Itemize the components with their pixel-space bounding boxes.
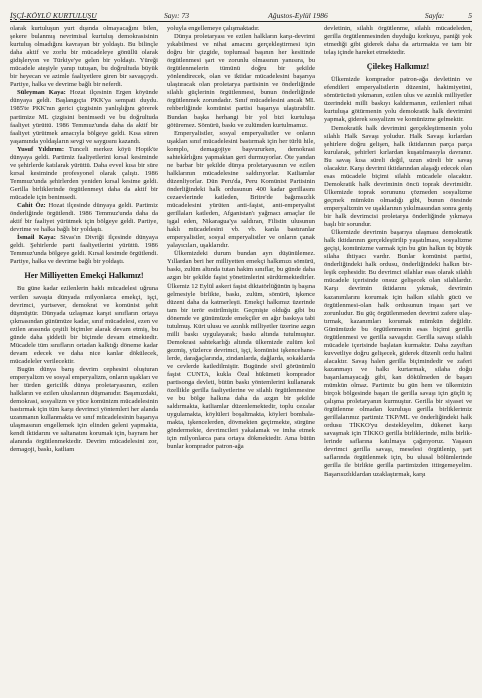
paragraph-text: Sivas'ın Divriği ilçesinde dünyaya geldi. Şehirlerde parti faaliyetlerini yürüttü. 1986 Temmuz'unda bölgeye geldi. Kırsal kesimde örgütlendi. Partiye, halka ve devrime bağlı bir yoldaştı.	[10, 234, 158, 266]
paragraph: Ülkemizde komprador patron-ağa devletinin ve efendileri emperyalistlerin düzenini, hakimiyetini, sömürücüsü yıkmanın, ezilen ulus ve azınlık milliyetler üzerindeki milli baskıyı kaldırmanın, ezilenleri nihai kurtuluşa götürmenin yolu demokratik halk devrimini yapmak, giderek sosyalizm ve komünizme gelmektir.	[324, 76, 472, 124]
issue-number: Sayı: 73	[164, 11, 190, 20]
section-heading: Her Milliyetten Emekçi Halkımız!	[24, 271, 144, 281]
paragraph: yoluyla engellemeye çalışmaktadır.	[167, 25, 260, 32]
page-header	[10, 6, 472, 20]
article-columns	[10, 25, 472, 697]
column-3	[324, 25, 472, 697]
paragraph: Dünya proletaryası ve ezilen halkların karşı-devrimi yıkabilmesi ve nihai amacını gerçekleştirmesi için doğru bir çizgide, toplumsal başının her kesitinde örgütlenmesi şart ve zorunlu olmasının yanısıra, bu örgütlenmelerin tümünü doğru bir şekilde yönlendirecek, olan ve iktidar mücadelesini başarıya ulaştıracak olan proletarya partisinin ve önderliğinde silahlı güçlerinin örgütlenmesi, bunun önderliğinde örgütlenmek zorundadır. Sınıf mücadelesini ancak ML rehberliğinde komünist partisi başarıya ulaştırabilir. Bundan başka herhangi bir yol bizi kurtuluşa götüremez. Sömürü, baskı ve zulümden kurtulmamız.	[167, 33, 315, 129]
paragraph: devletinin, silahlı örgütlenme, silahlı mücadeleden, gerilla örgütlenmesinden duyduğu korkuyu, paniği yok etmediği gibi giderek daha da artırmakta ve tam bir telaş içinde hareket etmektedir.	[324, 25, 472, 57]
paragraph-text: Hozat ilçesinde dünyaya geldi. Partimiz önderliğinde örgütlendi. 1986 Temmuz'unda daha da aktif bir faaliyet yürütmek için bölgeye geldi. Partiye, devrime ve halka bağlı bir yoldaştı.	[10, 202, 158, 234]
person-name: İsmail Kaya:	[17, 234, 56, 242]
issue-date: Ağustos-Eylül 1986	[268, 11, 328, 20]
page-label: Sayfa:	[424, 11, 445, 20]
person-name: Süleyman Kaya:	[17, 89, 66, 97]
paragraph-text: Tunceli merkez köyü Hopik'te dünyaya geldi. Partimiz faaliyetlerini kırsal kesiminde ve şehirlerde katılarak yürüttü. Daha evvel kısa bir süre kırsal kesiminde profesyonel olarak çalıştı. 1986 Temmuz'unda şehirlerden yeniden kırsal kesime geldi. Gerilla birliklerinde örgütlenmeyi daha da aktif bir mücadele için benimsedi.	[10, 145, 158, 201]
person-name: Yusuf Yıldırım:	[17, 145, 65, 153]
paragraph	[10, 234, 158, 266]
paragraph	[10, 202, 158, 234]
paragraph: Demokratik halk devrimini gerçekleştirmenin yolu silahlı Halk Savaşı yoludur. Halk Savaşı kırlardan şehirlere doğru gelişen, halk iktidarının parça parça kurularak, şehirleri kırlardan kuşatılmasıyla davranır. Bu savaş kısa süreli değil, uzun süreli bir savaş olacaktır. Karşı devrimi iktidarından alaşağı edecek olan esas mücadele biçimi silahlı mücadele olacaktır. Demokratik halk devriminin öncü toprak devrimidir. Ülkemizde toprak sorununu çözmeden sosyalizme geçmek mümkün olmadığı gibi, bunun ötesinde emperyalizmin ve uşaklarının yıkılmasından sonra geniş bir halk devrimcisi proletarya önderliğinde yıkmaya başlı bir sorundur.	[324, 124, 472, 229]
paragraph: Ülkemizde devrimin başarıya ulaşması demokratik halk iktidarının gerçekleştirilip yaşatılması, sosyalizme geçişi, komünizme varmak için bu gün halkın üç büyük silaha ihtiyacı vardır. Bunlar komünist partisi, önderliğindeki halk ordusu, önderliğindeki halkın birleşik cephesidir. Bu devrimci silahlar esas olarak silahlı mücadele içerisinde onsuz gelişecek olan silahlardır. Karşı devrimin iktidarını yıkmak, devrimin kazanımlarını korumak için halkın silahlı gücü ve örgütlenmesi-olan halk ordusunun inşası şart ve zorunludur. Bu güç örgütlenmeden devrimi zafere ulaştırmak, kazanımları korumak mümkün değildir. Günümüzde bu örgütlenmenin esas biçimi gerilla örgütlenmesi ve gerilla savaşıdır. Gerilla savaşı silahlı mücadele içerisinde başlatan kurmaktır. Daha zayıftan kuvvetliye doğru gelişecek, giderek düzenli ordu halini alacaktır. Savaş halen gerilla biçimindedir ve zaferi kazanmayı ve halkı kurtarmak, silaha doğu başarılamayacağı gibi, kan dökülmeden de başarı mümkün olmaz. Partimiz bu gün hem ve ülkemizin birçok bölgesinde başarı ile gerilla savaşı için güçlü iç çalışma proletaryanın kurmuştur. Gerilla bir siyaset ve örgütlenme olmadan kuruluşu gerilla birliklerimiz gerillalarımız partimiz TKP/ML ve önderliğindeki halk ordusu TİKKO'yu destekleyelim, dükenet karşı savaşmak için TİKKO gerilla birliklerinde, milis birliklerinde saflarına katılmaya çağırıyoruz. Yaşasın devrimci gerilla savaşı, meselesi örgütlenip, şart saflarında örgütlenmek için, bu ulusal bölümlerinde gerilla ile birlikte gerilla partimizden ittirgemeyelim. Başarısızlıklardan uzaklaştırmak, karşı	[324, 229, 472, 478]
paragraph	[10, 146, 158, 202]
paragraph: Ülkemizdeki durum bundan ayrı düşünülemez. Yıllardan beri her milliyetten emekçi halkımızı sömürü, baskı, zulüm altında tutan hakim sınıflar, bu günde daha azgın bir şekilde faşist yönetimlerini sürdürmektedirler. Ülkemiz 12 Eylül askeri faşist diktatörlüğünün iş başına gelmesiyle birlikte, baskı, zulüm, sömürü, işkence düzeni daha da katmerleşti. Emekçi halkımız üzerinde tam bir terör estirilmiştir. Geçmişte olduğu gibi bu dönemde ve günümüzde emekçiler en ağır baskıya tabi tutulmuş. Kürt ulusu ve azınlık milliyetler üzerine azgın milli baskı uygulayarak; baskı altında tutulmuştur. Demokrasi sahtekarlığı altında ülkemizde zulüm kol gezmiş, yüzlerce devrimci, işçi, komünist işkencehanelerde, darağaçlarında, zindanlarda, dağlarda, sokaklarda ve cevlerde katledilmiştir. Bugünde sivil görünümlü faşist CUNTA, kukla Özal hükümeti komprador partisonga devleti, bütün baskı yöntemlerini kullanarak özellikle gerilla faaliyetlerine ve silahlı örgütlenmesine ve bu bölge halkına daha da azgın bir şekilde saldırmakta, katliamlar düzenlemektedir, toplu cezalar uygulamakta, köylüleri boşaltmakta, köyleri bombalamakta, işkencelerden, dövmekten geçirmekte, sürgüne göndermekte, devrimcileri yakalamak ve imha etmek için milyonlarca para ortaya dökmektedir. Ama bütün bunlar komprador patron-ağa	[167, 250, 315, 451]
page-number-group	[362, 11, 472, 20]
column-1	[10, 25, 158, 697]
paragraph-text: Hozat ilçesinin Ergen köyünde dünyaya geldi. Başlangıçta PKK'ya sempati duydu. 1985'te PKK'nın gerici çizgisinin yanlışlığını görerek partimize ML çizgisini benimsedi ve bu doğrultuda faaliyet yürüttü. 1986 Temmuz'unda daha da aktif bir faaliyet yürütmek amacıyla bölgeye geldi. Kısa süren yaşamında yoldaşların sevgi ve saygısını kazandı.	[10, 89, 158, 145]
paragraph	[10, 89, 158, 145]
paragraph: olarak kurtuluşun yurt dışında olmayacağını bilen, şekere bulanmış nevrimisal kurtuluş demokrasisinin kurtuluş olmadığını kavrayan bir yoldaştı. Bu bilinçle daha aktif ve zorlu bir mücadeleye gönüllü olarak gidişleryon ve Türkiye'ye gelen bir yoldaştı. Yüreği mücadele ateşiyle yanıp tutuşan, bu doğrultuda büyük bir heyecan ve azimle faaliyetlere giren bir savaşçıydı. Partiye, halka ve devrime bağlı bir neferdi.	[10, 25, 158, 89]
publication-name: İŞÇİ-KÖYLÜ KURTULUŞU	[10, 11, 97, 20]
header-rule	[10, 21, 472, 22]
paragraph: Bugün dünya barış devrim cephesini oluşturan emperyalizm ve sosyal emperyalizm, onların uşakları ve her türden gericilik dünya proletaryasının, ezilen halkların ve ezilen uluslarının düşmanıdır. Başımızdaki, demokrasi, sosyalizm ve yüce komünizm mücadelesinin bastırmak için tüm karşı devrimci yöntemleri her alanda uzanmanın kullanmakta ve sınıf mücadelesinin başarıya ulaşmasının engellemek için elinden geleni yapmakta, kendi iktidarını ve saltanatını korumak için, bayram her alanında örgütlenmektedir. Devrim mücadelesini zor, demagoji, baskı, katliam	[10, 365, 158, 454]
column-2	[167, 25, 315, 697]
page-number: 5	[468, 11, 472, 20]
section-heading: Çilekeş Halkımız!	[366, 62, 430, 72]
paragraph: Bu güne kadar ezilenlerin haklı mücadelesi uğruna verilen savaşta dünyada milyonlarca emekçi, işçi, devrimci, yurtsever, demokrat ve komünist şehit düşmüştür. Dünyada uzlaşmaz karşıt sınıfların ortaya çıkmasından günümüze kadar, sınıf mücadelesi, ezen ve ezilen arasında çeşitli biçimler alarak devam etmiş, bu günde daha şiddetli bir biçimde devam etmektedir. Mücadele tüm sınıfların ortadan kalktığı döneme kadar devam edecek ve daha nice kanlar dökülecek, mücadeleler verilecektir.	[10, 285, 158, 365]
person-name: Cahit Öz:	[17, 202, 46, 210]
paragraph: Emperyalistler, sosyal emperyalistler ve onların uşakları sınıf mücadelesini bastırmak için her türlü hile, komplo, demagojiye başvururken, demokrasi sahtekârlığını yapmaktan geri durmuyorlar. Öte yandan ne barbar bir şekilde dünya proletaryasının ve ezilen halklarının mücadelesine saldırıyorlar. Katliamlar düzenliyorlar. Dün Peru'da, Peru Komünist Partisinin önderliğindeki halk ordusunun 400 kadar gerillasını cezaevlerinde katleden, Britre'de bağımsızlık mücadelesini yürüten anti-faşist, anti-emperyalist gerillaları katleden, Afganistan'ı yağmacı amaçlar ile işgal eden, Nikaragua'ya saldıran, Filistin ulusunun haklı mücadelesini vb. vb. kanla bastıranlar emperyalistler, sosyal emperyalistler ve onların çanak yalayıcıları, uşaklarıdır.	[167, 129, 315, 250]
